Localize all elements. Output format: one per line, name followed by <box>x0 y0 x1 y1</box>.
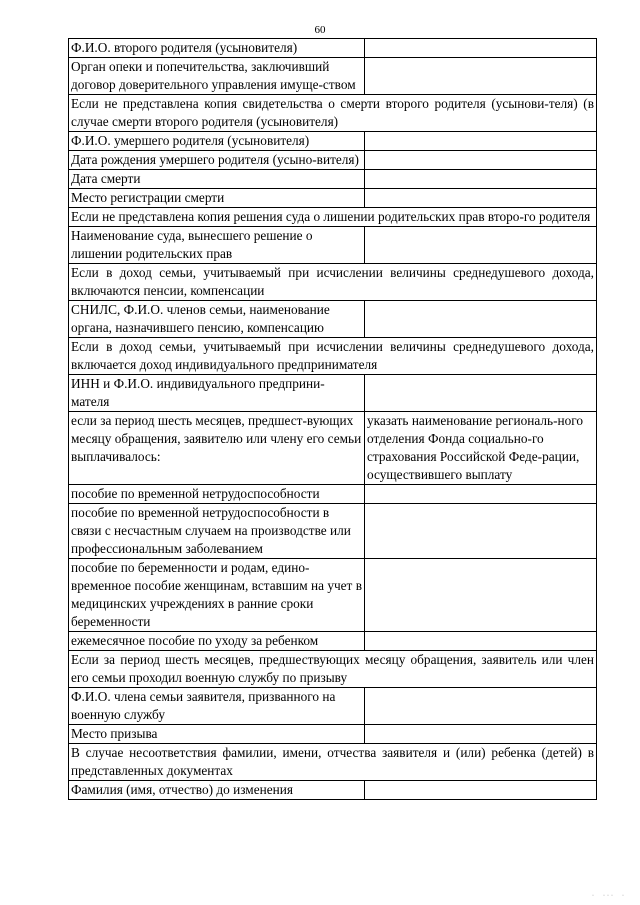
field-label: пособие по временной нетрудоспособности в связи с несчастным случаем на производстве или профессиональным заболеванием <box>69 504 365 559</box>
form-table-body <box>69 39 597 800</box>
form-row <box>69 39 597 58</box>
form-row <box>69 58 597 95</box>
field-value[interactable] <box>365 504 597 559</box>
section-heading-row <box>69 744 597 781</box>
form-row <box>69 781 597 800</box>
field-label: Дата смерти <box>69 170 365 189</box>
field-label: Орган опеки и попечительства, заключивший договор доверительного управления имуще-ством <box>69 58 365 95</box>
field-value[interactable] <box>365 189 597 208</box>
section-heading-row <box>69 338 597 375</box>
form-row <box>69 132 597 151</box>
field-value[interactable] <box>365 301 597 338</box>
form-row <box>69 504 597 559</box>
field-label: ИНН и Ф.И.О. индивидуального предприни-мателя <box>69 375 365 412</box>
field-label: если за период шесть месяцев, предшест-вующих месяцу обращения, заявителю или члену его семьи выплачивалось: <box>69 412 365 485</box>
form-row <box>69 375 597 412</box>
form-row <box>69 559 597 632</box>
form-row <box>69 170 597 189</box>
form-table <box>68 38 597 800</box>
field-label: СНИЛС, Ф.И.О. членов семьи, наименование органа, назначившего пенсию, компенсацию <box>69 301 365 338</box>
section-heading-row <box>69 208 597 227</box>
field-value[interactable] <box>365 632 597 651</box>
form-row <box>69 688 597 725</box>
field-value[interactable] <box>365 725 597 744</box>
field-label: пособие по временной нетрудоспособности <box>69 485 365 504</box>
field-value[interactable] <box>365 39 597 58</box>
field-label: Ф.И.О. умершего родителя (усыновителя) <box>69 132 365 151</box>
field-label: ежемесячное пособие по уходу за ребенком <box>69 632 365 651</box>
field-value[interactable] <box>365 485 597 504</box>
form-row <box>69 485 597 504</box>
footer-mark: · ··· · <box>592 893 626 899</box>
field-value[interactable]: указать наименование региональ-ного отделения Фонда социально-го страхования Российской Феде-рации, осуществившего выплату <box>365 412 597 485</box>
form-row <box>69 189 597 208</box>
section-heading-row <box>69 651 597 688</box>
field-value[interactable] <box>365 58 597 95</box>
page-number: 60 <box>314 24 326 36</box>
section-heading-row <box>69 95 597 132</box>
section-heading: Если не представлена копия свидетельства о смерти второго родителя (усынови-теля) (в случае смерти второго родителя (усыновителя) <box>69 95 597 132</box>
form-row <box>69 227 597 264</box>
field-value[interactable] <box>365 151 597 170</box>
field-value[interactable] <box>365 227 597 264</box>
section-heading-row <box>69 264 597 301</box>
field-label: пособие по беременности и родам, едино-временное пособие женщинам, вставшим на учет в медицинских учреждениях в ранние сроки беременности <box>69 559 365 632</box>
section-heading: Если в доход семьи, учитываемый при исчислении величины среднедушевого дохода, включаются пенсии, компенсации <box>69 264 597 301</box>
section-heading: В случае несоответствия фамилии, имени, отчества заявителя и (или) ребенка (детей) в представленных документах <box>69 744 597 781</box>
field-label: Ф.И.О. второго родителя (усыновителя) <box>69 39 365 58</box>
form-row <box>69 412 597 485</box>
field-label: Наименование суда, вынесшего решение о лишении родительских прав <box>69 227 365 264</box>
field-value[interactable] <box>365 688 597 725</box>
section-heading: Если не представлена копия решения суда о лишении родительских прав второ-го родителя <box>69 208 597 227</box>
section-heading: Если за период шесть месяцев, предшествующих месяцу обращения, заявитель или член его семьи проходил военную службу по призыву <box>69 651 597 688</box>
field-label: Ф.И.О. члена семьи заявителя, призванного на военную службу <box>69 688 365 725</box>
field-value[interactable] <box>365 781 597 800</box>
field-label: Дата рождения умершего родителя (усыно-вителя) <box>69 151 365 170</box>
form-row <box>69 301 597 338</box>
section-heading: Если в доход семьи, учитываемый при исчислении величины среднедушевого дохода, включается доход индивидуального предпринимателя <box>69 338 597 375</box>
field-value[interactable] <box>365 559 597 632</box>
form-row <box>69 632 597 651</box>
field-label: Место регистрации смерти <box>69 189 365 208</box>
field-value[interactable] <box>365 375 597 412</box>
form-row <box>69 725 597 744</box>
field-value[interactable] <box>365 132 597 151</box>
field-label: Место призыва <box>69 725 365 744</box>
form-row <box>69 151 597 170</box>
field-label: Фамилия (имя, отчество) до изменения <box>69 781 365 800</box>
field-value[interactable] <box>365 170 597 189</box>
